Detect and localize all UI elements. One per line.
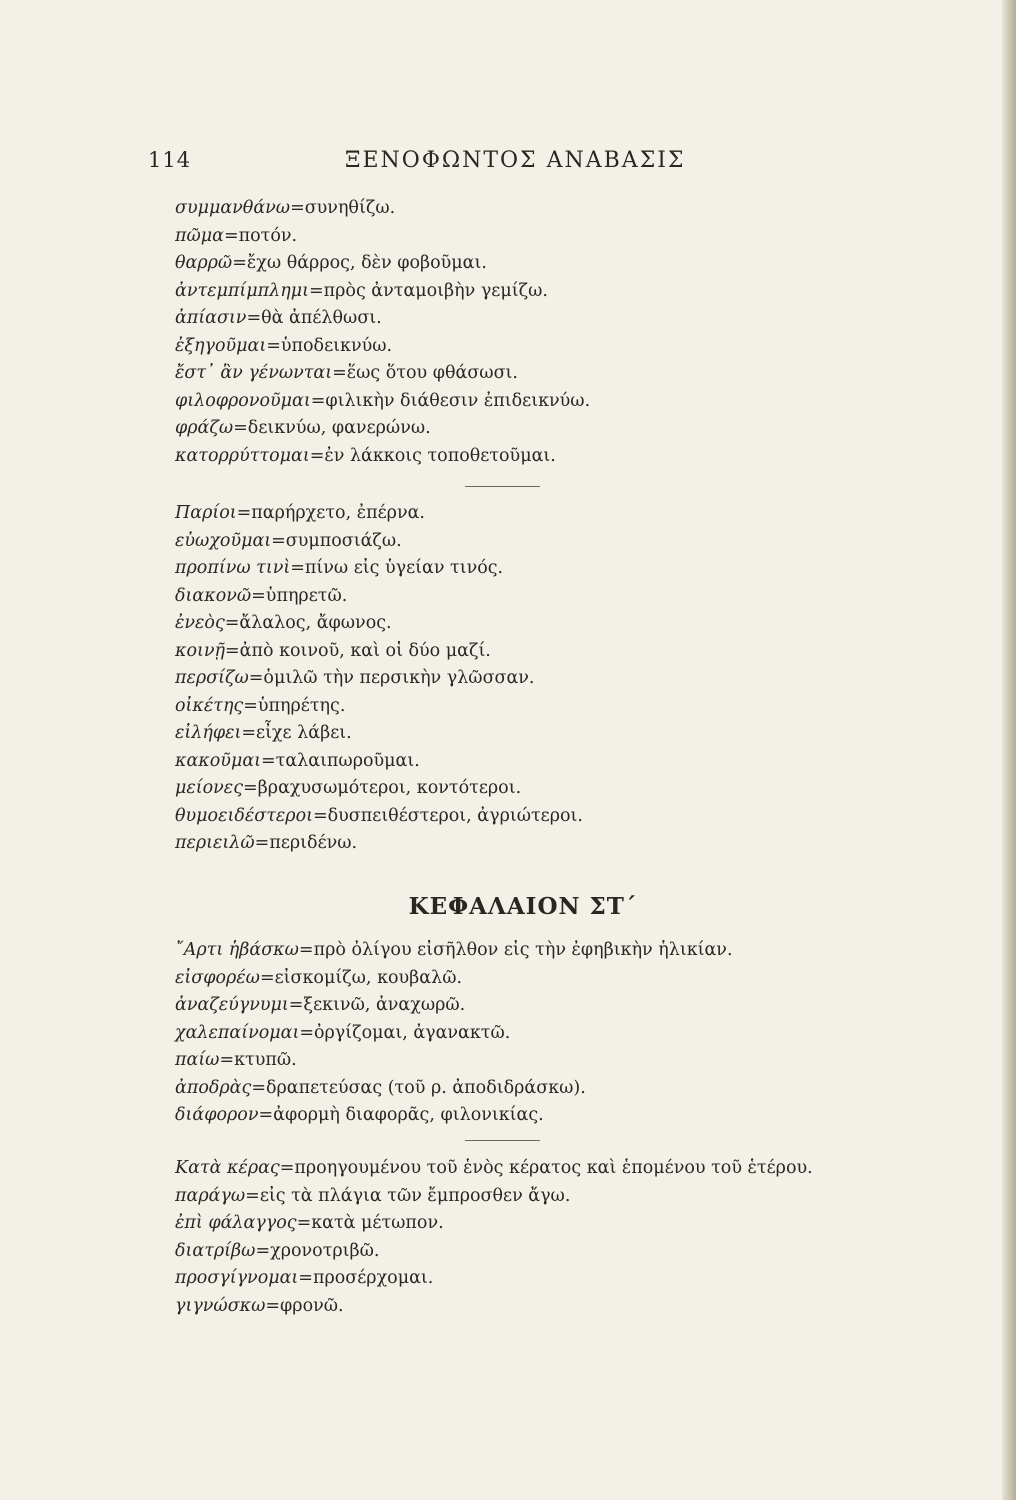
glossary-entry: κακοῦμαι=ταλαιπωροῦμαι. (175, 750, 420, 771)
glossary-entry: περσίζω=ὁμιλῶ τὴν περσικὴν γλῶσσαν. (175, 668, 535, 688)
glossary-entry: εὐωχοῦμαι=συμποσιάζω. (175, 530, 402, 551)
page-edge (1002, 0, 1016, 1500)
glossary-entry: χαλεπαίνομαι=ὀργίζομαι, ἀγανακτῶ. (175, 1022, 511, 1043)
glossary-entry: ἀναζεύγνυμι=ξεκινῶ, ἀναχωρῶ. (175, 995, 466, 1015)
glossary-entry: Κατὰ κέρας=προηγουμένου τοῦ ἑνὸς κέρατος καὶ ἑπομένου τοῦ ἑτέρου. (175, 1158, 813, 1178)
glossary-entry: φράζω=δεικνύω, φανερώνω. (175, 418, 431, 438)
glossary-entry: ῎Αρτι ἡβάσκω=πρὸ ὀλίγου εἰσῆλθον εἰς τὴν ἐφηβικὴν ἡλικίαν. (175, 940, 733, 960)
glossary-entry: οἰκέτης=ὑπηρέτης. (175, 695, 346, 716)
glossary-entry: φιλοφρονοῦμαι=φιλικὴν διάθεσιν ἐπιδεικνύω. (175, 390, 591, 411)
glossary-group-2 (175, 500, 895, 858)
glossary-entry: ἐπὶ φάλαγγος=κατὰ μέτωπον. (175, 1213, 444, 1233)
section-divider (175, 486, 895, 487)
section-divider (175, 1140, 895, 1141)
glossary-group-3 (175, 937, 895, 1130)
glossary-group-1 (175, 195, 895, 470)
glossary-entry: θαρρῶ=ἔχω θάρρος, δὲν φοβοῦμαι. (175, 253, 487, 273)
glossary-entry: ἐνεὸς=ἄλαλος, ἄφωνος. (175, 613, 392, 633)
glossary-entry: Παρίοι=παρήρχετο, ἐπέρνα. (175, 503, 425, 523)
glossary-entry: περιειλῶ=περιδένω. (175, 833, 358, 853)
glossary-entry: προσγίγνομαι=προσέρχομαι. (175, 1268, 434, 1288)
glossary-entry: κατορρύττομαι=ἐν λάκκοις τοποθετοῦμαι. (175, 445, 556, 466)
glossary-entry: γιγνώσκω=φρονῶ. (175, 1295, 344, 1316)
glossary-entry: διατρίβω=χρονοτριβῶ. (175, 1240, 380, 1261)
glossary-entry: διακονῶ=ὑπηρετῶ. (175, 585, 348, 606)
glossary-entry: μείονες=βραχυσωμότεροι, κοντότεροι. (175, 778, 522, 798)
glossary-entry: προπίνω τινὶ=πίνω εἰς ὑγείαν τινός. (175, 558, 504, 578)
glossary-entry: θυμοειδέστεροι=δυσπειθέστεροι, ἀγριώτεροι. (175, 805, 583, 826)
glossary-entry: ἔστ᾽ ἂν γένωνται=ἕως ὅτου φθάσωσι. (175, 363, 518, 383)
glossary-group-4 (175, 1155, 895, 1320)
glossary-entry: ἀποδρὰς=δραπετεύσας (τοῦ ρ. ἀποδιδράσκω). (175, 1077, 586, 1098)
glossary-entry: συμμανθάνω=συνηθίζω. (175, 198, 396, 218)
glossary-entry: ἐξηγοῦμαι=ὑποδεικνύω. (175, 335, 393, 356)
glossary-entry: εἰσφορέω=εἰσκομίζω, κουβαλῶ. (175, 967, 463, 988)
glossary-entry: πῶμα=ποτόν. (175, 225, 298, 246)
glossary-entry: διάφορον=ἀφορμὴ διαφορᾶς, φιλονικίας. (175, 1105, 544, 1125)
page-header (0, 148, 1016, 178)
glossary-entry: ἀντεμπίμπλημι=πρὸς ἀνταμοιβὴν γεμίζω. (175, 280, 548, 301)
glossary-entry: κοινῇ=ἀπὸ κοινοῦ, καὶ οἱ δύο μαζί. (175, 640, 491, 661)
page-number: 114 (148, 148, 192, 172)
glossary-entry: παίω=κτυπῶ. (175, 1050, 297, 1070)
glossary-entry: εἰλήφει=εἶχε λάβει. (175, 723, 352, 743)
glossary-entry: παράγω=εἰς τὰ πλάγια τῶν ἔμπροσθεν ἄγω. (175, 1185, 571, 1206)
running-title: ΞΕΝΟΦΩΝΤΟΣ ΑΝΑΒΑΣΙΣ (345, 148, 686, 173)
glossary-entry: ἀπίασιν=θὰ ἀπέλθωσι. (175, 308, 382, 328)
chapter-heading: ΚΕΦΑΛΑΙΟΝ ΣΤ΄ (408, 893, 638, 920)
